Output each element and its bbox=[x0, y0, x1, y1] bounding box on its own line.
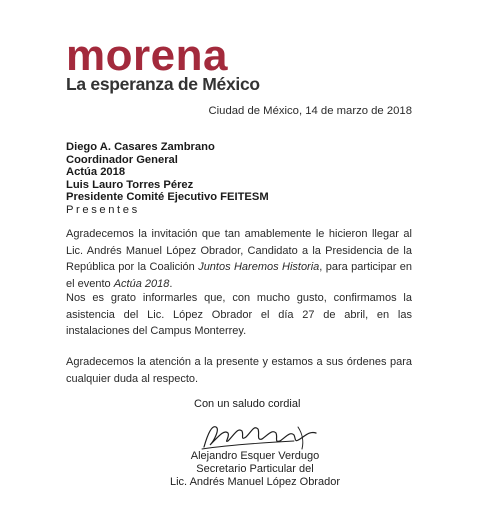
recipient-title-2: Presidente Comité Ejecutivo FEITESM bbox=[66, 191, 269, 204]
recipient-block bbox=[66, 141, 269, 217]
recipient-name-1: Diego A. Casares Zambrano bbox=[66, 141, 215, 153]
letter-date: Ciudad de México, 14 de marzo de 2018 bbox=[208, 105, 412, 117]
morena-logo bbox=[66, 31, 260, 94]
recipient-event: Actúa 2018 bbox=[66, 166, 126, 179]
signer-org: Lic. Andrés Manuel López Obrador bbox=[170, 476, 340, 488]
p1-event-name: Actúa 2018 bbox=[113, 277, 170, 290]
body-paragraph-3: Agradecemos la atención a la presente y estamos a sus órdenes para cualquier duda al respecto. bbox=[66, 356, 412, 385]
body-paragraph-1 bbox=[66, 226, 412, 292]
logo-tagline: La esperanza de México bbox=[66, 74, 260, 94]
body-paragraph-2: Nos es grato informarles que, con mucho gusto, confirmamos la asistencia del Lic. López Obrador el día 27 de abril, en las instalaciones del Campus Monterrey. bbox=[66, 292, 412, 338]
presentes-line: Presentes bbox=[66, 203, 140, 216]
recipient-name-2: Luis Lauro Torres Pérez bbox=[66, 178, 194, 191]
recipient-title-1: Coordinador General bbox=[66, 153, 178, 166]
signer-title: Secretario Particular del bbox=[196, 463, 314, 475]
p1-text-c: , para participar en el evento bbox=[66, 261, 413, 290]
p1-coalition-name: Juntos Haremos Historia bbox=[198, 261, 320, 274]
logo-wordmark: morena bbox=[66, 31, 228, 80]
signer-name: Alejandro Esquer Verdugo bbox=[190, 450, 320, 462]
closing-salutation: Con un saludo cordial bbox=[194, 398, 301, 410]
handwritten-signature bbox=[198, 419, 328, 453]
p1-text-e: . bbox=[169, 277, 173, 290]
p1-text-a: Agradecemos la invitación que tan amablemente le hicieron llegar al Lic. Andrés Manuel López Obrador, Candidato a la Presidencia de la República por la Coalición bbox=[66, 228, 412, 274]
